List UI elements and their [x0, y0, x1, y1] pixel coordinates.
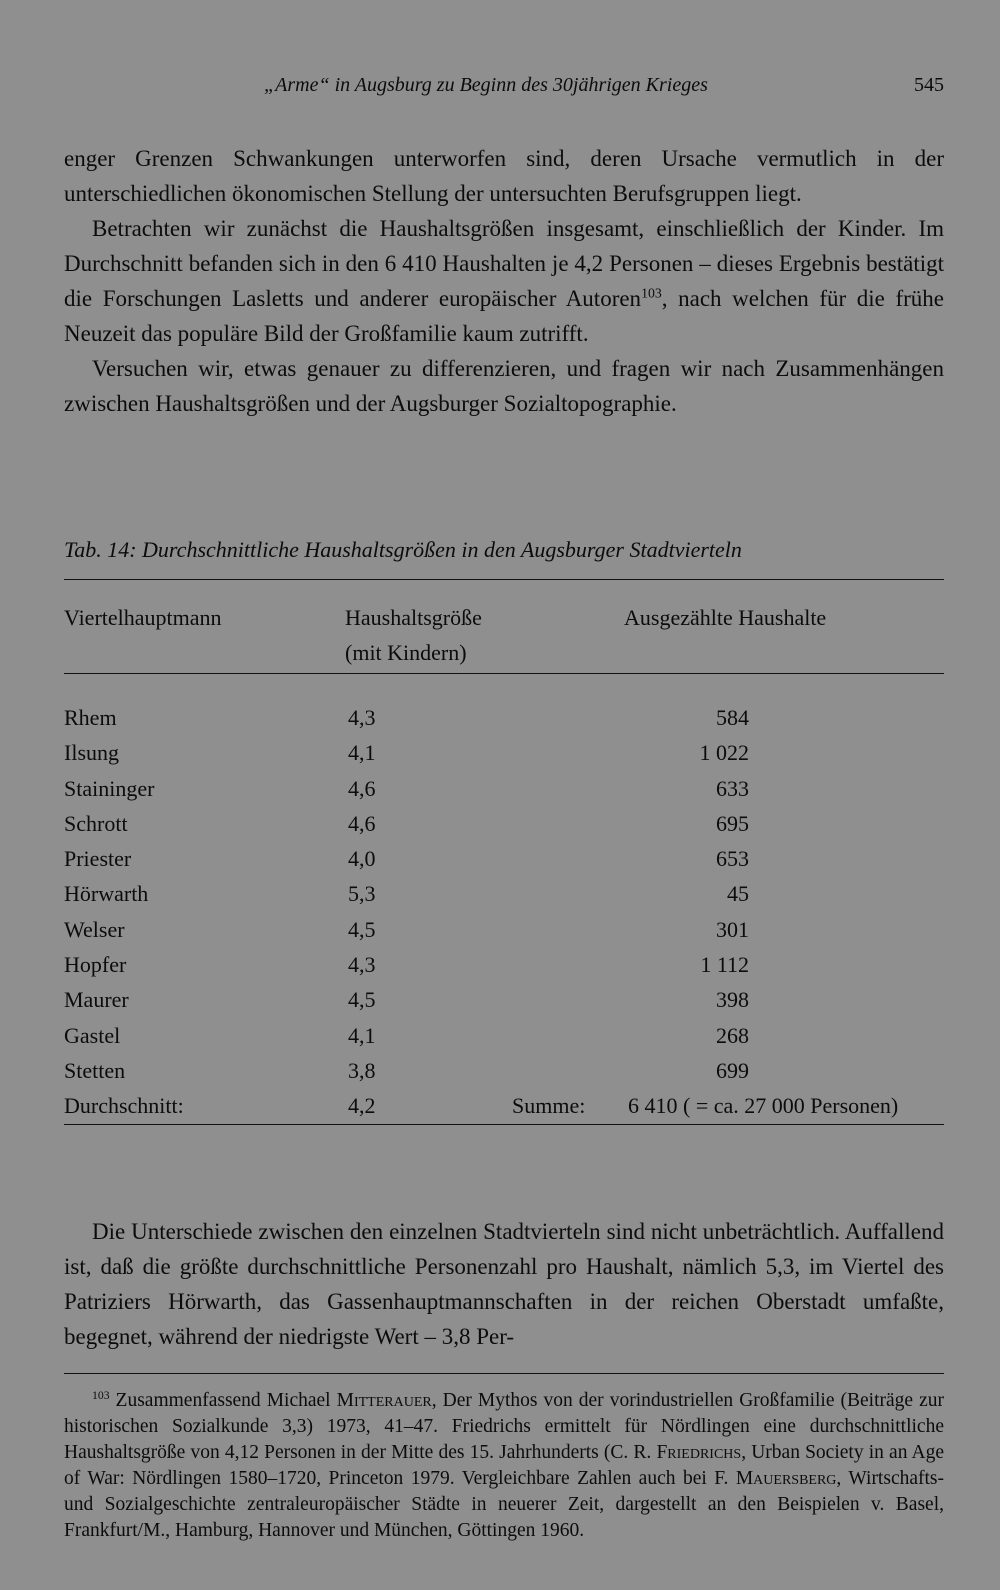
paragraph: Betrachten wir zunächst die Haushaltsgrößen insgesamt, einschließlich der Kinder. Im Durchschnitt befanden sich in den 6 410 Haushalten je 4,2 Personen – dieses Ergebnis bestätigt die Forschungen Lasletts und anderer europäischer Autoren$^{103}$, nach welchen für die frühe Neuzeit das populäre Bild der Großfamilie kaum zutrifft.	[64, 216, 944, 346]
table-body	[64, 700, 944, 1124]
average-label: Durchschnitt:	[64, 1093, 184, 1119]
district-name: Stetten	[64, 1057, 126, 1083]
footnote-number: 103	[92, 1388, 110, 1402]
table-top-rule	[64, 579, 944, 580]
household-size: 4,0	[348, 846, 376, 872]
household-count: 45	[727, 881, 749, 907]
district-name: Priester	[64, 846, 132, 872]
table-header-rule	[64, 673, 944, 674]
household-size: 5,3	[348, 881, 376, 907]
table-row	[64, 1018, 944, 1053]
household-size: 4,3	[348, 705, 376, 730]
author-name: Mitterauer	[336, 1390, 432, 1411]
paragraph: Versuchen wir, etwas genauer zu differenzieren, und fragen wir nach Zusammenhängen zwischen Haushaltsgrößen und der Augsburger Sozialtopographie.	[64, 356, 944, 416]
sum-value: 6 410 ( = ca. 27 000 Personen)	[628, 1093, 899, 1119]
household-count: 584	[716, 705, 749, 730]
table-caption: Tab. 14: Durchschnittliche Haushaltsgrößen in den Augsburger Stadtvierteln	[64, 537, 742, 562]
table-row	[64, 841, 944, 876]
household-size: 4,1	[348, 1022, 376, 1048]
author-name: Mauersberg	[735, 1468, 837, 1489]
household-count: 301	[716, 916, 749, 942]
household-size: 4,5	[348, 987, 376, 1013]
table-row	[64, 806, 944, 841]
household-count: 653	[716, 846, 749, 872]
column-header-household-size: Haushaltsgröße (mit Kindern)	[345, 605, 482, 665]
running-head	[64, 74, 944, 104]
household-size: 4,1	[348, 740, 376, 766]
sum-label: Summe:	[512, 1093, 586, 1119]
footnote: $^{103}$ Zusammenfassend Michael Mitterauer, Der Mythos von der vorindustriellen Großfamilie (Beiträge zur historischen Sozialkunde 3,3) 1973, 41–47. Friedrichs ermittelt für Nördlingen eine durchschnittliche Haushaltsgröße von 4,12 Personen in der Mitte des 15. Jahrhunderts (C. R. Friedrichs, Urban Society in an Age of War: Nördlingen 1580–1720, Princeton 1979. Vergleichbare Zahlen auch bei F. Mauersberg, Wirtschafts- und Sozialgeschichte zentraleuropäischer Städte in neuerer Zeit, dargestellt an den Beispielen v. Basel, Frankfurt/M., Hamburg, Hannover und München, Göttingen 1960.	[64, 1388, 944, 1541]
household-size: 4,6	[348, 810, 376, 836]
body-text-bottom	[64, 1214, 944, 1354]
district-name: Hörwarth	[64, 881, 149, 907]
district-name: Staininger	[64, 775, 155, 801]
district-name: Gastel	[64, 1022, 121, 1048]
running-title: „Arme“ in Augsburg zu Beginn des 30jährigen Krieges	[264, 74, 708, 96]
household-count: 1 112	[700, 952, 749, 978]
district-name: Hopfer	[64, 952, 127, 978]
footnotes	[64, 1388, 944, 1544]
household-count: 633	[716, 775, 749, 801]
household-size: 4,3	[348, 952, 376, 978]
household-count: 695	[716, 810, 749, 836]
district-name: Rhem	[64, 705, 117, 730]
table-row	[64, 735, 944, 770]
table-row	[64, 912, 944, 947]
paragraph: enger Grenzen Schwankungen unterworfen sind, deren Ursache vermutlich in der unterschiedlichen ökonomischen Stellung der untersuchten Berufsgruppen liegt.	[64, 146, 944, 206]
table-row	[64, 700, 944, 735]
table-row	[64, 982, 944, 1017]
district-name: Schrott	[64, 810, 128, 836]
body-text-top	[64, 141, 944, 421]
footnote-reference: 103	[641, 285, 662, 301]
district-name: Ilsung	[64, 740, 119, 766]
household-size: 4,5	[348, 916, 376, 942]
column-header-household-count: Ausgezählte Haushalte	[624, 605, 827, 630]
table-summary-row	[64, 1088, 944, 1123]
household-count: 1 022	[699, 740, 749, 766]
household-count: 398	[716, 987, 749, 1013]
author-name: Friedrichs	[656, 1442, 742, 1463]
table-bottom-rule	[64, 1124, 944, 1125]
column-header-district: Viertelhauptmann	[64, 605, 222, 630]
household-count: 268	[716, 1022, 749, 1048]
table-row	[64, 876, 944, 911]
table-row	[64, 1053, 944, 1088]
average-size: 4,2	[348, 1093, 376, 1119]
district-name: Welser	[64, 916, 125, 942]
household-count: 699	[716, 1057, 749, 1083]
table-row	[64, 771, 944, 806]
paragraph: Die Unterschiede zwischen den einzelnen Stadtvierteln sind nicht unbeträchtlich. Auffallend ist, daß die größte durchschnittliche Personenzahl pro Haushalt, nämlich 5,3, im Viertel des Patriziers Hörwarth, das Gassenhauptmannschaften in der reichen Oberstadt umfaßte, begegnet, während der niedrigste Wert – 3,8 Per-	[64, 1219, 944, 1349]
household-size: 4,6	[348, 775, 376, 801]
table-row	[64, 947, 944, 982]
page-number: 545	[914, 74, 944, 96]
district-name: Maurer	[64, 987, 129, 1013]
household-size: 3,8	[348, 1057, 376, 1083]
footnote-rule	[64, 1373, 944, 1374]
